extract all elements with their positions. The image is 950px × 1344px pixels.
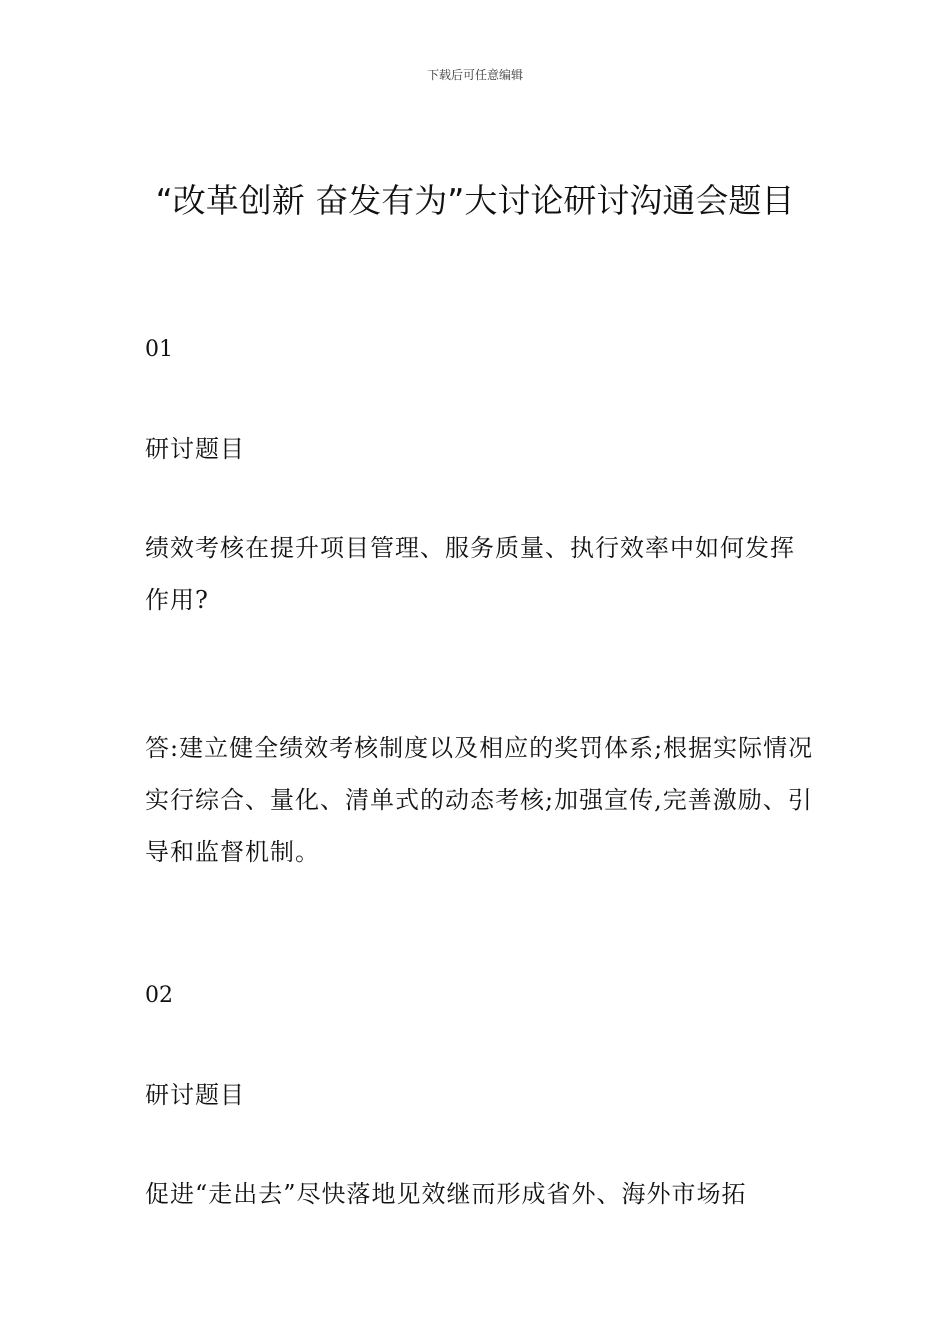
section-question: 绩效考核在提升项目管理、服务质量、执行效率中如何发挥作用? bbox=[145, 534, 795, 614]
section-question: 促进“走出去”尽快落地见效继而形成省外、海外市场拓 bbox=[145, 1180, 747, 1208]
header-note: 下载后可任意编辑 bbox=[426, 68, 523, 82]
section-number: 01 bbox=[145, 337, 173, 362]
section-answer: 答:建立健全绩效考核制度以及相应的奖罚体系;根据实际情况实行综合、量化、清单式的动态考核;加强宣传,完善激励、引导和监督机制。 bbox=[145, 734, 814, 866]
document-title: “改革创新 奋发有为”大讨论研讨沟通会题目 bbox=[155, 181, 795, 220]
section-label: 研讨题目 bbox=[145, 1081, 245, 1109]
section-label: 研讨题目 bbox=[145, 435, 245, 463]
section-number: 02 bbox=[145, 983, 173, 1008]
